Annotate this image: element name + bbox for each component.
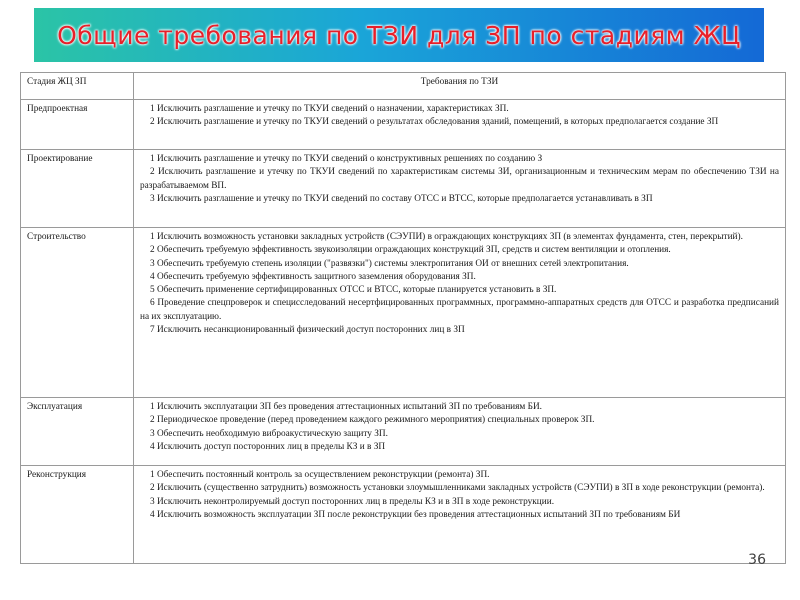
requirement-item: 1 Обеспечить постоянный контроль за осуществлением реконструкции (ремонта) ЗП. (150, 470, 490, 480)
requirement-item: 2 Периодическое проведение (перед проведением каждого режимного мероприятия) специальных проверок ЗП. (150, 415, 595, 426)
requirements-cell (134, 466, 786, 564)
requirements-cell (134, 398, 786, 466)
page-number: 36 (748, 552, 766, 568)
requirement-item: 4 Исключить возможность эксплуатации ЗП после реконструкции без проведения аттестационных испытаний ЗП по требованиям БИ (150, 509, 681, 520)
header-stage: Стадия ЖЦ ЗП (21, 73, 134, 100)
stage-cell: Строительство (21, 228, 134, 398)
table-row (21, 228, 786, 398)
title-banner (34, 8, 764, 62)
requirement-item: 5 Обеспечить применение сертифицированных ОТСС и ВТСС, которые планируется установить в ЗП. (150, 285, 557, 296)
requirement-item: 2 Исключить (существенно затруднить) возможность установки злоумышленниками закладных устройств (СЭУПИ) в ЗП в ходе реконструкции (ремонта). (150, 483, 765, 494)
stage-cell: Эксплуатация (21, 398, 134, 466)
requirements-cell (134, 150, 786, 228)
stage-cell: Реконструкция (21, 466, 134, 564)
requirement-item: 7 Исключить несанкционированный физический доступ посторонних лиц в ЗП (150, 325, 465, 336)
requirement-item: 4 Обеспечить требуемую эффективность защитного заземления оборудования ЗП. (150, 271, 476, 282)
stage-cell: Проектирование (21, 150, 134, 228)
requirement-item: 2 Обеспечить требуемую эффективность звукоизоляции ограждающих конструкций ЗП, средств и систем вентиляции и отопления. (150, 245, 671, 256)
header-requirements: Требования по ТЗИ (134, 73, 786, 100)
slide-title: Общие требования по ТЗИ для ЗП по стадиям ЖЦ (57, 20, 741, 50)
table-row (21, 398, 786, 466)
table-row (21, 100, 786, 150)
requirement-item: 4 Исключить доступ посторонних лиц в пределы КЗ и в ЗП (150, 441, 386, 452)
table-row (21, 150, 786, 228)
requirement-item: 3 Исключить неконтролируемый доступ посторонних лиц в пределы КЗ и в ЗП в ходе реконструкции. (150, 496, 555, 507)
requirement-item: 3 Обеспечить требуемую степень изоляции ("развязки") системы электропитания ОИ от внешних сетей электропитания. (150, 258, 629, 269)
requirement-item: 1 Исключить возможность установки закладных устройств (СЭУПИ) в ограждающих конструкциях ЗП (в элементах фундамента, стен, перекрытий). (150, 232, 743, 242)
requirement-item: 2 Исключить разглашение и утечку по ТКУИ сведений по характеристикам системы ЗИ, организационным и техническим мерам по обеспечению ТЗИ на разрабатываемом ВП. (140, 167, 779, 191)
requirements-cell (134, 228, 786, 398)
requirement-item: 1 Исключить эксплуатации ЗП без проведения аттестационных испытаний ЗП по требованиям БИ. (150, 402, 542, 412)
requirement-item: 1 Исключить разглашение и утечку по ТКУИ сведений о конструктивных решениях по созданию З (150, 154, 543, 164)
stage-cell: Предпроектная (21, 100, 134, 150)
requirements-cell (134, 100, 786, 150)
requirement-item: 3 Исключить разглашение и утечку по ТКУИ сведений по составу ОТСС и ВТСС, которые предполагается устанавливать в ЗП (150, 193, 653, 204)
requirement-item: 6 Проведение спецпроверок и специсследований несертфицированных программных, программно-аппаратных средств для ОТСС и разработка предписаний на их эксплуатацию. (140, 298, 779, 322)
requirement-item: 1 Исключить разглашение и утечку по ТКУИ сведений о назначении, характеристиках ЗП. (150, 104, 509, 114)
requirement-item: 3 Обеспечить необходимую виброакустическую защиту ЗП. (150, 428, 388, 439)
requirement-item: 2 Исключить разглашение и утечку по ТКУИ сведений о результатах обследования зданий, помещений, в которых предполагается создание ЗП (150, 117, 719, 128)
requirements-table (20, 72, 786, 564)
table-row (21, 466, 786, 564)
table-header-row (21, 73, 786, 100)
